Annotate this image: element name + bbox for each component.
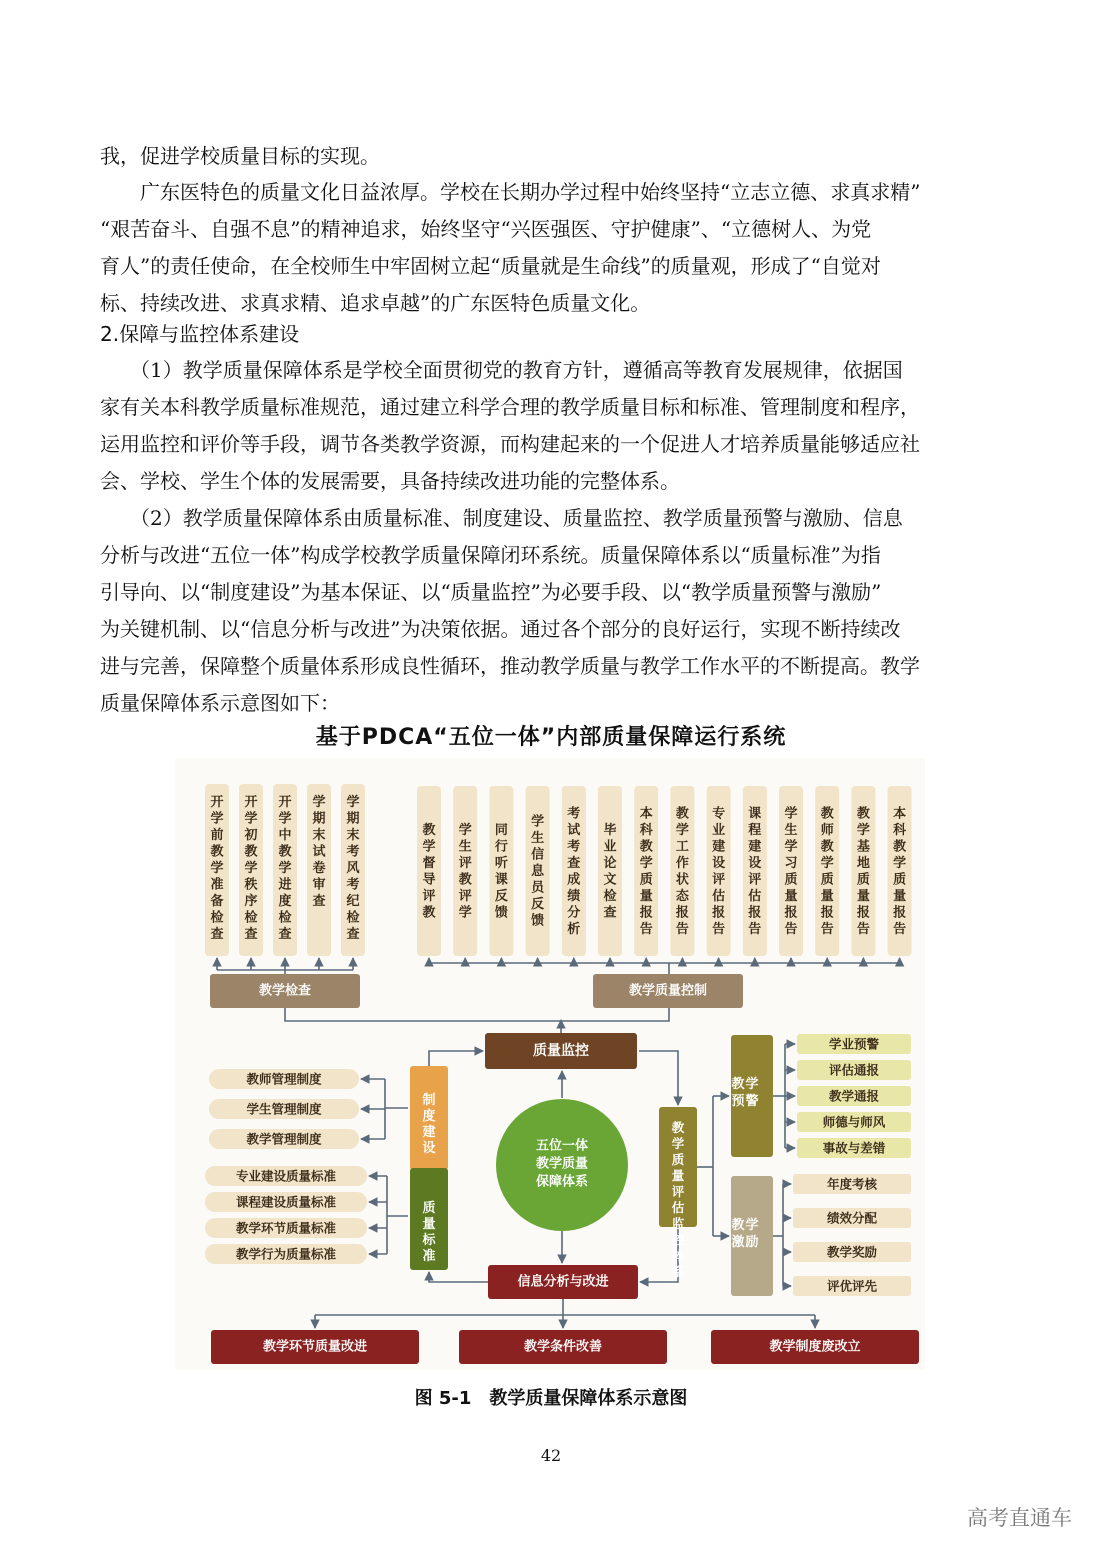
control-column-label: 学生学习质量报告 bbox=[784, 806, 798, 937]
control-column-label: 学生信息员反馈 bbox=[531, 814, 545, 929]
incentive-item-label: 绩效分配 bbox=[826, 1210, 878, 1226]
standard-rule-label: 教学行为质量标准 bbox=[235, 1246, 337, 1262]
paragraph-2 bbox=[100, 174, 1002, 322]
system-rule-label: 学生管理制度 bbox=[246, 1101, 322, 1117]
system-rule-label: 教师管理制度 bbox=[246, 1071, 322, 1087]
center-label: 五位一体 bbox=[535, 1138, 589, 1154]
standard-rule-label: 课程建设质量标准 bbox=[235, 1194, 337, 1210]
incentive-item-label: 评优评先 bbox=[826, 1278, 878, 1294]
quality-monitoring-label: 质量监控 bbox=[533, 1043, 589, 1059]
warning-label: 教学预警 bbox=[731, 1077, 759, 1109]
text-line: 分析与改进“五位一体”构成学校教学质量保障闭环系统。质量保障体系以“质量标准”为指 bbox=[100, 543, 881, 567]
inspection-column-label: 开学中教学进度检查 bbox=[278, 795, 292, 942]
inspection-column-label: 学期末考风考纪检查 bbox=[346, 795, 360, 942]
control-column-label: 课程建设评估报告 bbox=[748, 806, 762, 937]
text-line: 质量保障体系示意图如下： bbox=[100, 691, 340, 715]
control-column-label: 学生评教评学 bbox=[458, 822, 472, 921]
control-column-label: 本科教学质量报告 bbox=[639, 806, 653, 937]
diagram-canvas bbox=[175, 758, 925, 1370]
control-column-label: 毕业论文检查 bbox=[603, 822, 617, 921]
control-column-label: 专业建设评估报告 bbox=[712, 806, 726, 937]
quality-assurance-diagram bbox=[175, 758, 925, 1370]
incentive-item-label: 年度考核 bbox=[826, 1176, 878, 1192]
control-column bbox=[598, 786, 622, 956]
control-column-label: 教学督导评教 bbox=[422, 822, 436, 921]
watermark: 高考直通车 bbox=[967, 1506, 1072, 1530]
page-number: 42 bbox=[540, 1446, 562, 1465]
teaching-inspection-label: 教学检查 bbox=[258, 983, 312, 999]
diagram-title: 基于PDCA“五位一体”内部质量保障运行系统 bbox=[315, 725, 787, 750]
section-heading: 2.保障与监控体系建设 bbox=[100, 322, 300, 346]
inspection-column-label: 学期末试卷审查 bbox=[312, 795, 326, 909]
center-label: 保障体系 bbox=[535, 1174, 589, 1190]
paragraph-4 bbox=[100, 500, 1002, 722]
evaluation-label: 教学质量评估监控体系 bbox=[671, 1120, 685, 1279]
text-line: 引导向、以“制度建设”为基本保证、以“质量监控”为必要手段、以“教学质量预警与激励” bbox=[100, 580, 882, 604]
control-column-label: 同行听课反馈 bbox=[494, 822, 508, 921]
text-line: 家有关本科教学质量标准规范，通过建立科学合理的教学质量目标和标准、管理制度和程序， bbox=[100, 395, 920, 419]
inspection-column-label: 开学前教学准备检查 bbox=[210, 795, 224, 942]
quality-standard-label: 质量标准 bbox=[422, 1201, 436, 1264]
text-line: 广东医特色的质量文化日益浓厚。学校在长期办学过程中始终坚持“立志立德、求真求精” bbox=[100, 180, 921, 204]
incentive-label: 教学激励 bbox=[731, 1218, 759, 1250]
paragraph-1 bbox=[100, 138, 1002, 175]
outcome-label: 教学制度废改立 bbox=[769, 1339, 861, 1355]
text-line: 育人”的责任使命，在全校师生中牢固树立起“质量就是生命线”的质量观，形成了“自觉对 bbox=[100, 254, 881, 278]
control-column bbox=[453, 786, 477, 956]
warning-item-label: 教学通报 bbox=[828, 1088, 880, 1104]
text-line: 进与完善，保障整个质量体系形成良性循环，推动教学质量与教学工作水平的不断提高。教学 bbox=[100, 654, 920, 678]
control-column bbox=[417, 786, 441, 956]
system-building-label: 制度建设 bbox=[422, 1093, 436, 1156]
text-line: 我，促进学校质量目标的实现。 bbox=[100, 144, 380, 168]
quality-control-label: 教学质量控制 bbox=[628, 983, 708, 999]
warning-item-label: 学业预警 bbox=[828, 1036, 880, 1052]
text-line: “艰苦奋斗、自强不息”的精神追求，始终坚守“兴医强医、守护健康”、“立德树人、为党 bbox=[100, 217, 872, 241]
text-line: （1）教学质量保障体系是学校全面贯彻党的教育方针，遵循高等教育发展规律，依据国 bbox=[100, 358, 903, 382]
warning-item-label: 评估通报 bbox=[828, 1062, 880, 1078]
text-line: 运用监控和评价等手段，调节各类教学资源，而构建起来的一个促进人才培养质量能够适应社 bbox=[100, 432, 920, 456]
text-line: 为关键机制、以“信息分析与改进”为决策依据。通过各个部分的良好运行，实现不断持续改 bbox=[100, 617, 901, 641]
standard-rule-label: 专业建设质量标准 bbox=[235, 1168, 337, 1184]
text-line: （2）教学质量保障体系由质量标准、制度建设、质量监控、教学质量预警与激励、信息 bbox=[100, 506, 903, 530]
control-column-label: 本科教学质量报告 bbox=[893, 806, 907, 937]
control-column-label: 教学基地质量报告 bbox=[856, 806, 870, 937]
text-line: 标、持续改进、求真求精、追求卓越”的广东医特色质量文化。 bbox=[100, 291, 651, 315]
inspection-column-label: 开学初教学秩序检查 bbox=[244, 795, 258, 942]
control-column-label: 教学工作状态报告 bbox=[675, 806, 689, 937]
outcome-label: 教学条件改善 bbox=[523, 1339, 603, 1355]
warning-item-label: 事故与差错 bbox=[822, 1140, 886, 1156]
text-line: 会、学校、学生个体的发展需要，具备持续改进功能的完整体系。 bbox=[100, 469, 680, 493]
control-column-label: 考试考查成绩分析 bbox=[567, 806, 581, 937]
warning-item-label: 师德与师风 bbox=[822, 1114, 886, 1130]
control-column-label: 教师教学质量报告 bbox=[820, 806, 834, 937]
figure-caption: 图 5-1 教学质量保障体系示意图 bbox=[414, 1388, 688, 1409]
incentive-item-label: 教学奖励 bbox=[826, 1244, 878, 1260]
info-analysis-label: 信息分析与改进 bbox=[517, 1274, 609, 1290]
system-rule-label: 教学管理制度 bbox=[246, 1131, 322, 1147]
control-column bbox=[489, 786, 513, 956]
center-label: 教学质量 bbox=[535, 1156, 589, 1172]
standard-rule-label: 教学环节质量标准 bbox=[235, 1220, 337, 1236]
paragraph-3 bbox=[100, 352, 1002, 500]
outcome-label: 教学环节质量改进 bbox=[262, 1339, 368, 1355]
